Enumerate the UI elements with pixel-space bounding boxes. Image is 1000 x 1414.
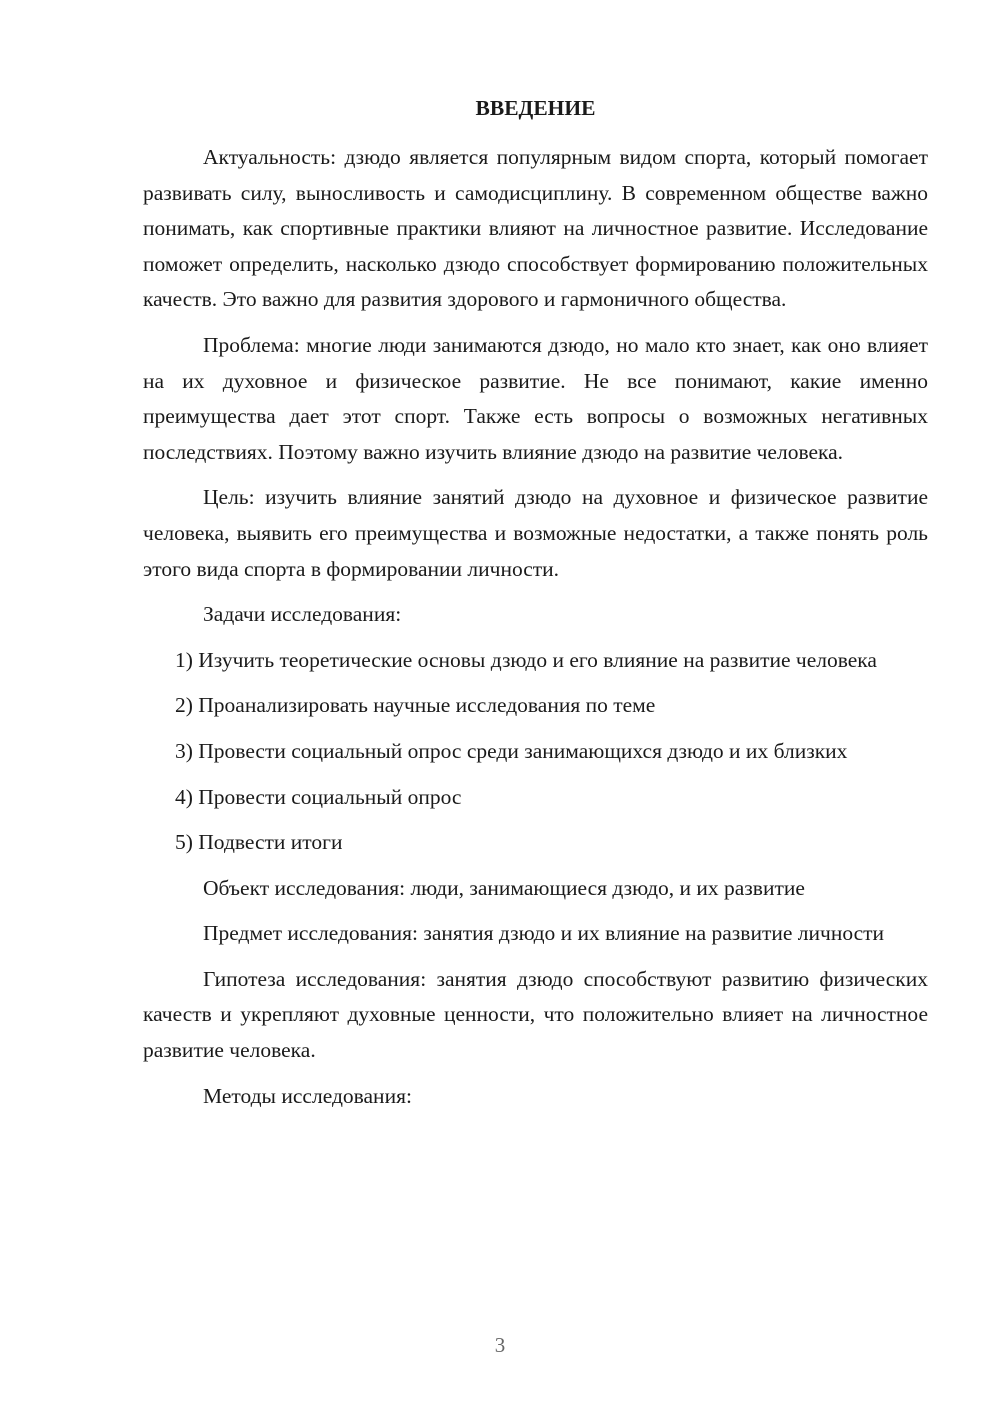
paragraph-relevance: Актуальность: дзюдо является популярным видом спорта, который помогает развивать силу, выносливость и самодисциплину. В современном обществе важно понимать, как спортивные практики влияют на личностное развитие. Исследование поможет определить, насколько дзюдо способствует формированию положительных качеств. Это важно для развития здорового и гармоничного общества. [143,145,928,312]
task-item-5: 5) Подвести итоги [175,830,343,855]
page-number: 3 [494,1333,506,1357]
paragraph-hypothesis: Гипотеза исследования: занятия дзюдо способствуют развитию физических качеств и укрепляют духовные ценности, что положительно влияет на личностное развитие человека. [143,966,928,1063]
task-item-3: 3) Провести социальный опрос среди занимающихся дзюдо и их близких [175,738,848,763]
paragraph-tasks-heading: Задачи исследования: [203,602,402,627]
paragraph-methods: Методы исследования: [203,1083,412,1108]
paragraph-subject: Предмет исследования: занятия дзюдо и их влияние на развитие личности [203,921,885,946]
paragraph-problem: Проблема: многие люди занимаются дзюдо, но мало кто знает, как оно влияет на их духовное и физическое развитие. Не все понимают, какие именно преимущества дает этот спорт. Также есть вопросы о возможных негативных последствиях. Поэтому важно изучить влияние дзюдо на развитие человека. [143,332,928,464]
task-item-4: 4) Провести социальный опрос [175,784,462,809]
paragraph-goal: Цель: изучить влияние занятий дзюдо на духовное и физическое развитие человека, выявить его преимущества и возможные недостатки, а также понять роль этого вида спорта в формировании личности. [143,485,928,581]
document-page [143,92,928,1124]
task-item-1: 1) Изучить теоретические основы дзюдо и его влияние на развитие человека [175,647,877,672]
task-item-2: 2) Проанализировать научные исследования по теме [175,693,656,718]
paragraph-object: Объект исследования: люди, занимающиеся дзюдо, и их развитие [203,875,805,900]
section-title: ВВЕДЕНИЕ [475,96,596,120]
